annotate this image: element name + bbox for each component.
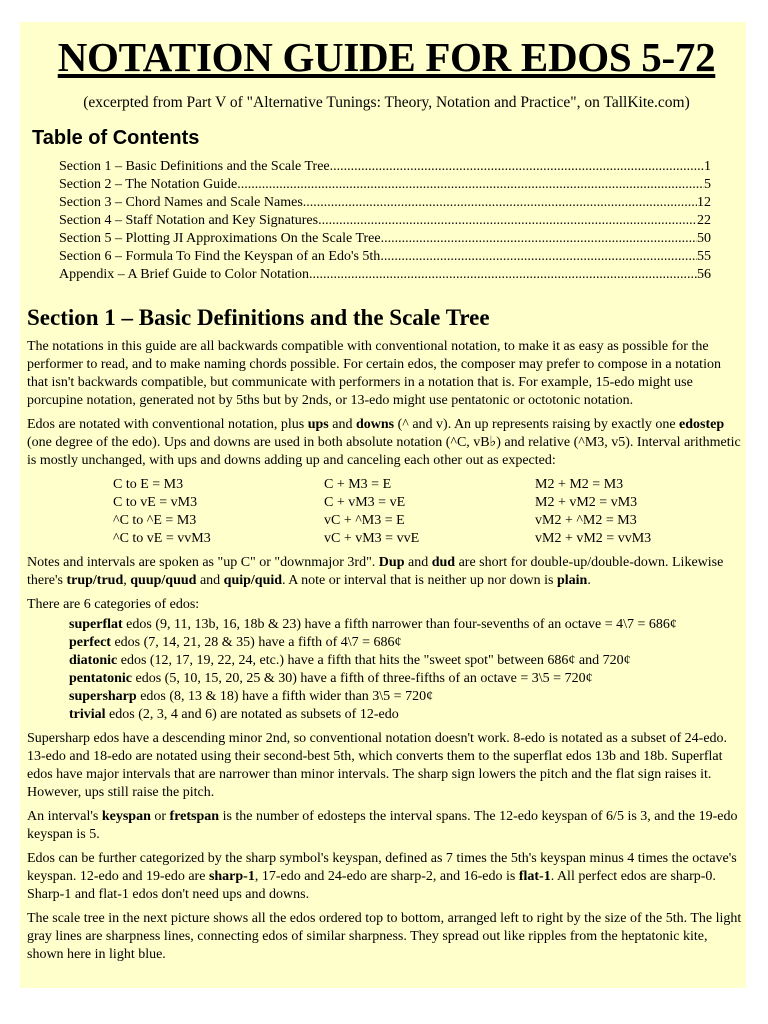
paragraph-keyspan bbox=[27, 808, 745, 844]
toc-leader-dots bbox=[330, 158, 704, 176]
list-item bbox=[69, 688, 746, 706]
bold-term: plain bbox=[556, 573, 588, 588]
equation-column bbox=[535, 476, 746, 548]
bold-term: ups bbox=[307, 417, 329, 432]
toc-leader-dots bbox=[380, 248, 697, 266]
equation: ^C to ^E = M3 bbox=[113, 513, 197, 528]
toc-entry-title: Section 4 – Staff Notation and Key Signatures bbox=[59, 213, 319, 228]
text-run: or bbox=[150, 809, 170, 824]
bold-term: fretspan bbox=[169, 809, 220, 824]
paragraph-intro: The notations in this guide are all backwards compatible with conventional notation, to make it as easy as possible for the performer to read, and to make naming chords possible. For certain edos, the composer may prefer to compose in a notation that isn't backwards compatible, but communicate with performers in a notation that is. For example, 15-edo might use porcupine notation, generated not by 5ths but by 2nds, or 13-edo might use pentatonic or octotonic notation. bbox=[27, 339, 721, 408]
interval-arithmetic-examples bbox=[113, 476, 746, 548]
bold-term: sharp-1 bbox=[208, 869, 255, 884]
page-title: NOTATION GUIDE FOR EDOS 5-72 bbox=[57, 34, 716, 80]
toc-entry-title: Section 6 – Formula To Find the Keyspan of an Edo's 5th bbox=[59, 249, 381, 264]
equation: vC + vM3 = vvE bbox=[324, 531, 420, 546]
equation: M2 + M2 = M3 bbox=[535, 477, 624, 492]
text-run: Edos can be further categorized by the sharp symbol's keyspan, defined as 7 times the 5th's keyspan minus 4 times the octave's keyspan. 12-edo and 19-edo are bbox=[27, 851, 737, 884]
list-item bbox=[69, 616, 746, 634]
equation: vC + ^M3 = E bbox=[324, 513, 405, 528]
text-run: are short for double-up/double-down. Likewise there's bbox=[27, 555, 724, 588]
paragraph-ups-downs bbox=[27, 416, 745, 470]
text-run: , bbox=[123, 573, 131, 588]
toc-entry[interactable] bbox=[59, 230, 711, 248]
equation: C + vM3 = vE bbox=[324, 495, 406, 510]
text-run: and bbox=[328, 417, 356, 432]
equation: C to vE = vM3 bbox=[113, 495, 198, 510]
category-name: trivial bbox=[69, 707, 106, 722]
toc-entry-page: 22 bbox=[697, 213, 711, 228]
category-name: diatonic bbox=[69, 653, 118, 668]
category-text: edos (5, 10, 15, 20, 25 & 30) have a fifth of three-fifths of an octave = 3\5 = 720¢ bbox=[132, 671, 593, 686]
toc-leader-dots bbox=[237, 176, 704, 194]
document-page bbox=[20, 22, 746, 988]
bold-term: flat-1 bbox=[518, 869, 551, 884]
list-item bbox=[69, 652, 746, 670]
text-run: Notes and intervals are spoken as "up C" or "downmajor 3rd". bbox=[27, 555, 379, 570]
table-of-contents bbox=[59, 158, 711, 284]
equation: C + M3 = E bbox=[324, 477, 392, 492]
bold-term: keyspan bbox=[101, 809, 151, 824]
category-text: edos (12, 17, 19, 22, 24, etc.) have a fifth that hits the "sweet spot" between 686¢ and 720¢ bbox=[117, 653, 631, 668]
list-item bbox=[69, 670, 746, 688]
equation: vM2 + ^M2 = M3 bbox=[535, 513, 637, 528]
paragraph-sharpness bbox=[27, 850, 745, 904]
text-run: . A note or interval that is neither up nor down is bbox=[282, 573, 557, 588]
toc-entry[interactable] bbox=[59, 194, 711, 212]
toc-entry[interactable] bbox=[59, 248, 711, 266]
category-text: edos (8, 13 & 18) have a fifth wider than 3\5 = 720¢ bbox=[136, 689, 434, 704]
category-name: supersharp bbox=[69, 689, 137, 704]
toc-leader-dots bbox=[309, 266, 697, 284]
toc-entry-page: 5 bbox=[704, 177, 711, 192]
toc-entry[interactable] bbox=[59, 176, 711, 194]
toc-entry-title: Section 5 – Plotting JI Approximations On the Scale Tree bbox=[59, 231, 381, 246]
section-heading: Section 1 – Basic Definitions and the Scale Tree bbox=[27, 305, 490, 330]
bold-term: dud bbox=[431, 555, 456, 570]
text-run: , 17-edo and 24-edo are sharp-2, and 16-edo is bbox=[254, 869, 519, 884]
toc-entry-title: Section 3 – Chord Names and Scale Names bbox=[59, 195, 303, 210]
text-run: (^ and v). An up represents raising by exactly one bbox=[394, 417, 680, 432]
paragraph-categories-intro: There are 6 categories of edos: bbox=[27, 597, 200, 612]
text-run: Edos are notated with conventional notation, plus bbox=[27, 417, 308, 432]
bold-term: edostep bbox=[679, 417, 725, 432]
toc-entry-page: 50 bbox=[697, 231, 711, 246]
toc-entry[interactable] bbox=[59, 266, 711, 284]
toc-leader-dots bbox=[381, 230, 697, 248]
text-run: An interval's bbox=[27, 809, 102, 824]
equation: M2 + vM2 = vM3 bbox=[535, 495, 638, 510]
equation: vM2 + vM2 = vvM3 bbox=[535, 531, 652, 546]
category-name: perfect bbox=[69, 635, 111, 650]
bold-term: quip/quid bbox=[223, 573, 283, 588]
category-text: edos (7, 14, 21, 28 & 35) have a fifth of 4\7 = 686¢ bbox=[110, 635, 402, 650]
edo-category-list bbox=[69, 616, 746, 724]
category-name: pentatonic bbox=[69, 671, 132, 686]
toc-entry-page: 56 bbox=[697, 267, 711, 282]
equation-column bbox=[113, 476, 324, 548]
page-subtitle: (excerpted from Part V of "Alternative Tunings: Theory, Notation and Practice", on TallKite.com) bbox=[83, 94, 690, 111]
equation: ^C to vE = vvM3 bbox=[113, 531, 211, 546]
toc-entry-title: Section 1 – Basic Definitions and the Scale Tree bbox=[59, 159, 330, 174]
toc-entry[interactable] bbox=[59, 212, 711, 230]
bold-term: trup/trud bbox=[66, 573, 124, 588]
paragraph-spoken-names bbox=[27, 554, 745, 590]
paragraph-scale-tree: The scale tree in the next picture shows all the edos ordered top to bottom, arranged left to right by the size of the 5th. The light gray lines are sharpness lines, connecting edos of similar sharpness. They spread out like ripples from the heptatonic kite, shown here in light blue. bbox=[27, 911, 742, 962]
equation-column bbox=[324, 476, 535, 548]
bold-term: downs bbox=[355, 417, 395, 432]
text-run: (one degree of the edo). Ups and downs are used in both absolute notation (^C, vB♭) and relative (^M3, v5). Interval arithmetic is mostly unchanged, with ups and downs adding up and canceling each other out as expected: bbox=[27, 435, 741, 468]
toc-leader-dots bbox=[303, 194, 697, 212]
equation: C to E = M3 bbox=[113, 477, 184, 492]
toc-entry-page: 1 bbox=[704, 159, 711, 174]
toc-entry[interactable] bbox=[59, 158, 711, 176]
toc-entry-title: Appendix – A Brief Guide to Color Notation bbox=[59, 267, 310, 282]
toc-entry-page: 55 bbox=[697, 249, 711, 264]
toc-heading: Table of Contents bbox=[32, 127, 200, 149]
text-run: and bbox=[404, 555, 432, 570]
toc-entry-title: Section 2 – The Notation Guide bbox=[59, 177, 238, 192]
text-run: is the number of edosteps the interval spans. The 12-edo keyspan of 6/5 is 3, and the 19-edo keyspan is 5. bbox=[27, 809, 738, 842]
category-text: edos (2, 3, 4 and 6) are notated as subsets of 12-edo bbox=[105, 707, 399, 722]
category-name: superflat bbox=[69, 617, 123, 632]
bold-term: Dup bbox=[378, 555, 405, 570]
toc-leader-dots bbox=[318, 212, 697, 230]
paragraph-supersharp: Supersharp edos have a descending minor 2nd, so conventional notation doesn't work. 8-edo is notated as a subset of 24-edo. 13-edo and 18-edo are notated using their second-best 5th, which converts them to the superflat edos 13b and 18b. Superflat edos have major intervals that are narrower than minor intervals. The sharp sign lowers the pitch and the flat sign raises it. However, ups still raise the pitch. bbox=[27, 731, 728, 800]
list-item bbox=[69, 706, 746, 724]
text-run: . All perfect edos are sharp-0. Sharp-1 and flat-1 edos don't need ups and downs. bbox=[27, 869, 716, 902]
category-text: edos (9, 11, 13b, 16, 18b & 23) have a fifth narrower than four-sevenths of an octave = 4\7 = 686¢ bbox=[122, 617, 677, 632]
text-run: and bbox=[196, 573, 224, 588]
toc-entry-page: 12 bbox=[697, 195, 711, 210]
text-run: . bbox=[587, 573, 591, 588]
bold-term: quup/quud bbox=[130, 573, 197, 588]
list-item bbox=[69, 634, 746, 652]
